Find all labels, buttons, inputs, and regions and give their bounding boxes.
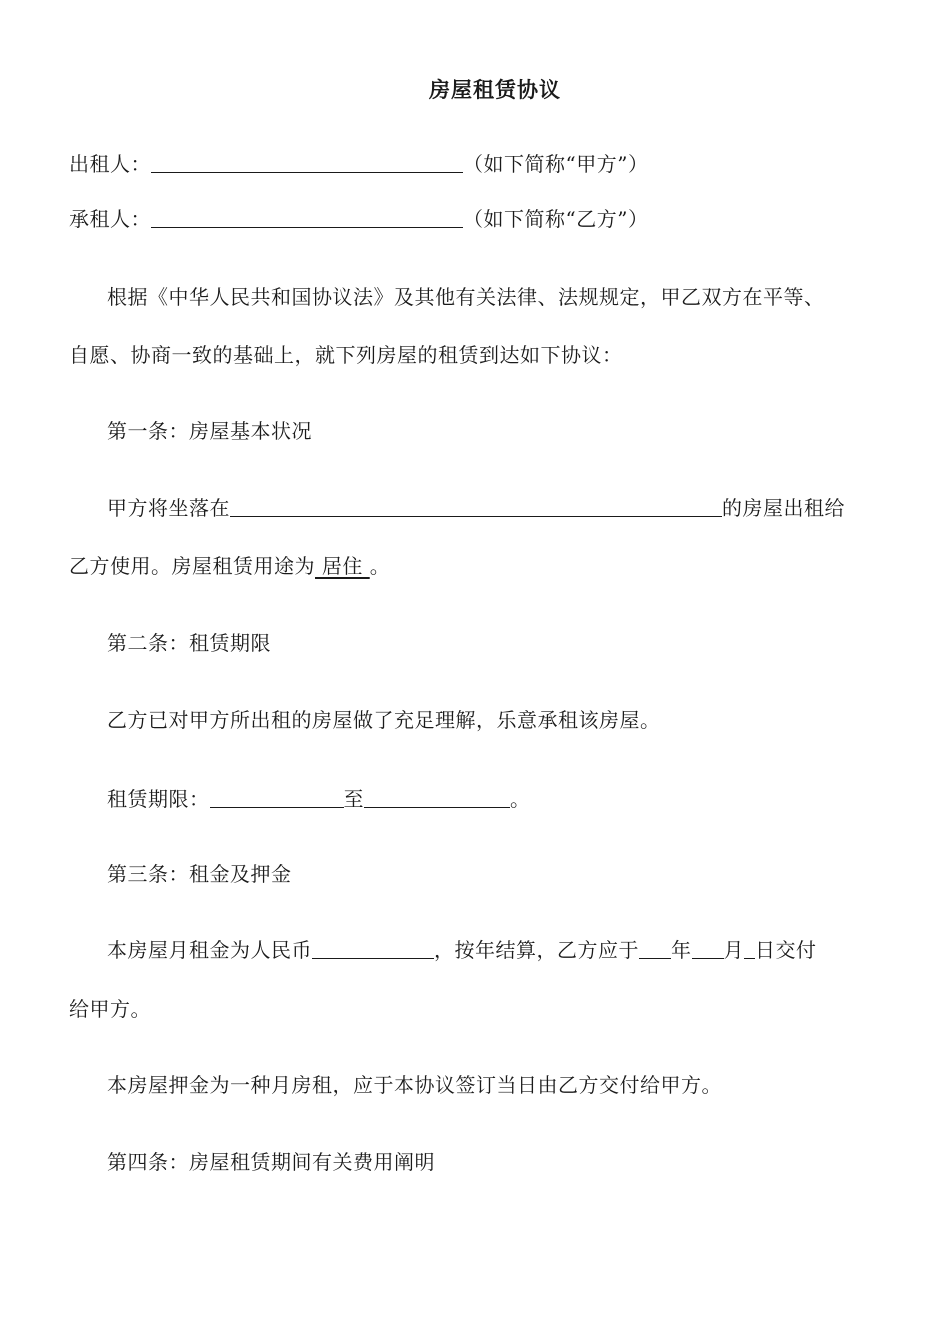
pay-year-blank — [639, 936, 671, 959]
lease-term-label: 租赁期限： — [107, 787, 210, 811]
rent-mid: ，按年结算，乙方应于 — [434, 938, 639, 962]
article1-usage-line — [69, 552, 390, 580]
lessee-suffix: （如下简称“乙方”） — [463, 207, 649, 231]
lease-term-line — [107, 785, 531, 813]
article1-location-line — [107, 494, 845, 522]
location-suffix: 的房屋出租给 — [722, 496, 845, 520]
preamble-line-1: 根据《中华人民共和国协议法》及其他有关法律、法规规定，甲乙双方在平等、 — [107, 285, 825, 309]
lessee-label: 承租人： — [69, 207, 151, 231]
article2-heading: 第二条：租赁期限 — [107, 631, 271, 655]
lessor-suffix: （如下简称“甲方”） — [463, 152, 649, 176]
article4-heading: 第四条：房屋租赁期间有关费用阐明 — [107, 1150, 435, 1174]
lessor-line — [69, 150, 648, 178]
day-suffix: 日交付 — [755, 938, 817, 962]
rent-line-2: 给甲方。 — [69, 997, 151, 1021]
pay-month-blank — [692, 936, 724, 959]
lessor-label: 出租人： — [69, 152, 151, 176]
lessee-line — [69, 205, 648, 233]
term-to: 至 — [343, 787, 364, 811]
article2-understanding: 乙方已对甲方所出租的房屋做了充足理解，乐意承租该房屋。 — [107, 708, 661, 732]
article3-heading: 第三条：租金及押金 — [107, 862, 292, 886]
deposit-line: 本房屋押金为一种月房租，应于本协议签订当日由乙方交付给甲方。 — [107, 1073, 722, 1097]
rent-line — [107, 936, 817, 964]
lessor-blank — [151, 150, 463, 173]
rent-amount-blank — [312, 936, 434, 959]
preamble-line-2: 自愿、协商一致的基础上，就下列房屋的租赁到达如下协议： — [69, 343, 623, 367]
usage-prefix: 乙方使用。房屋租赁用途为 — [69, 554, 315, 578]
lessee-blank — [151, 205, 463, 228]
pay-day-blank — [744, 936, 755, 959]
term-start-blank — [210, 785, 344, 808]
usage-value: 居住 — [315, 554, 370, 578]
article1-heading: 第一条：房屋基本状况 — [107, 419, 312, 443]
document-title: 房屋租赁协议 — [429, 77, 561, 102]
location-prefix: 甲方将坐落在 — [107, 496, 230, 520]
term-end-blank — [364, 785, 510, 808]
year-label: 年 — [671, 938, 692, 962]
term-end: 。 — [510, 787, 531, 811]
month-label: 月 — [723, 938, 744, 962]
usage-suffix: 。 — [369, 554, 391, 578]
location-blank — [230, 494, 722, 517]
rent-prefix: 本房屋月租金为人民币 — [107, 938, 312, 962]
